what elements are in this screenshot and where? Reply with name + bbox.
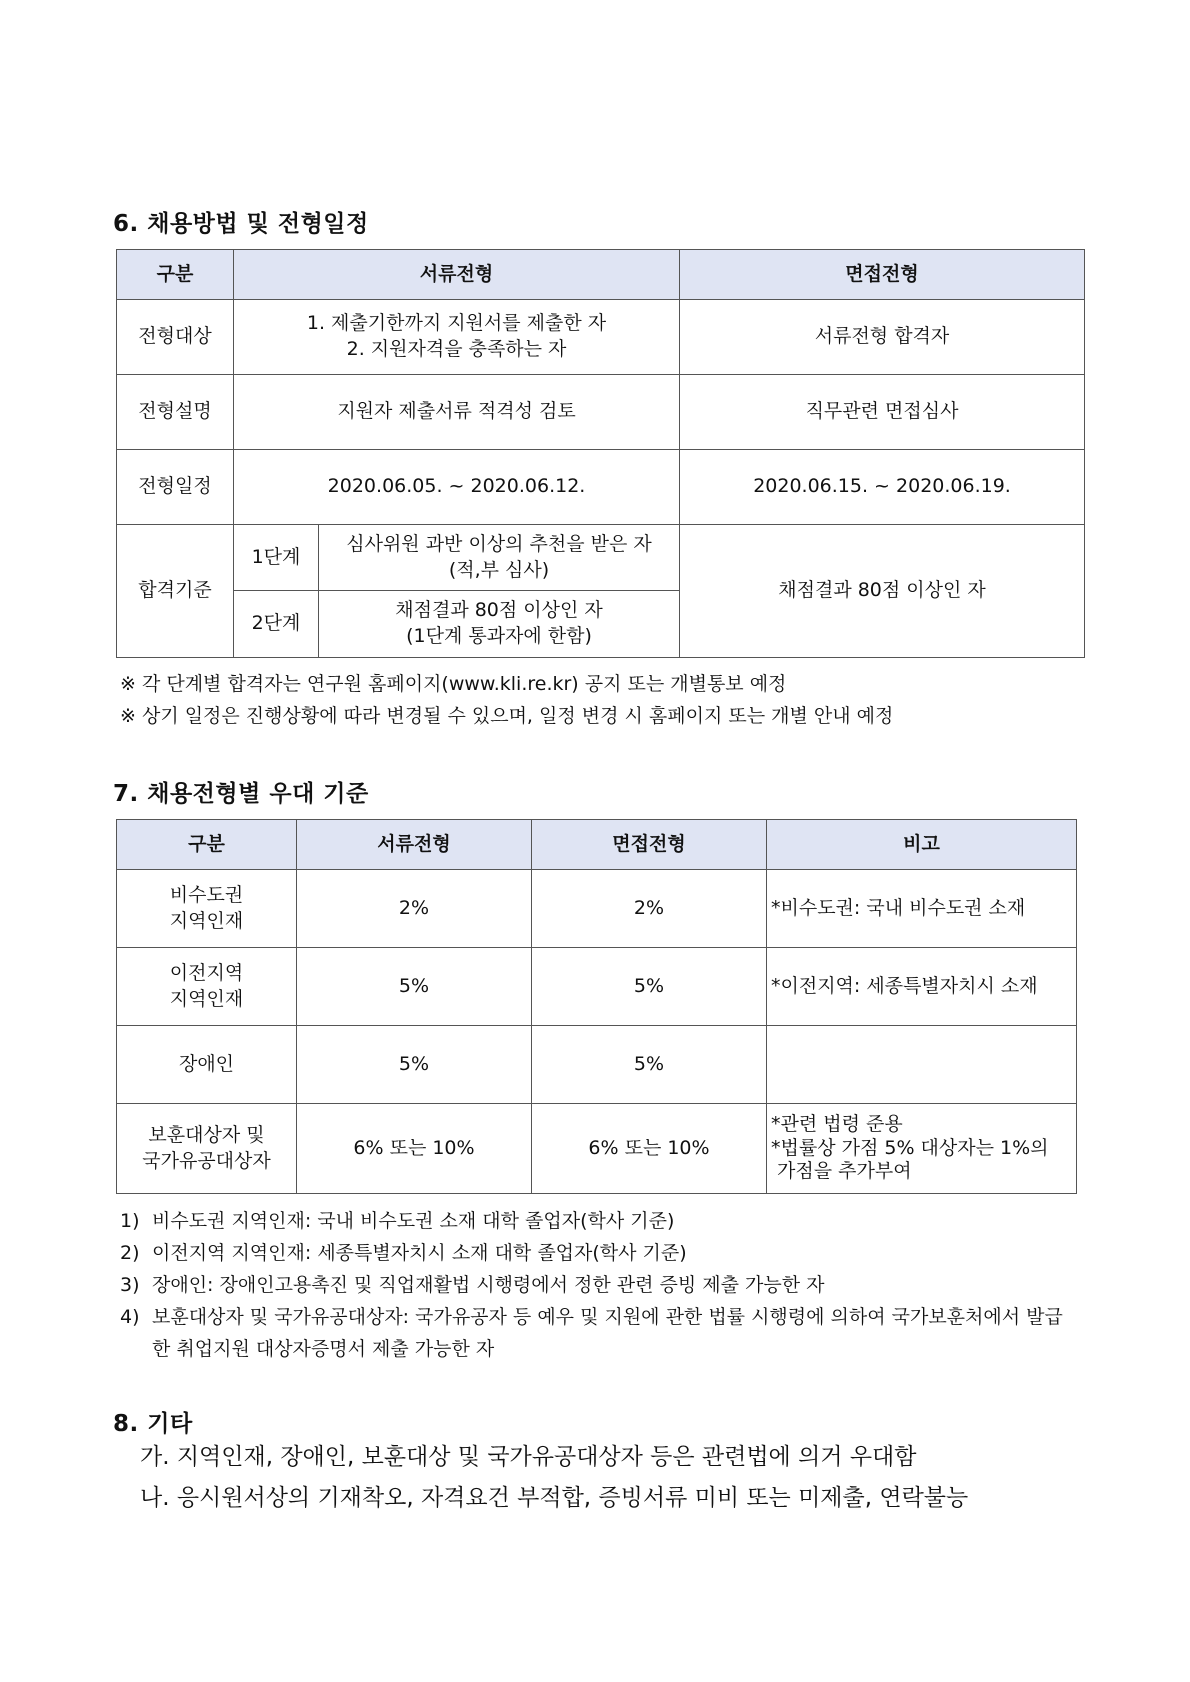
footnote-text: 비수도권 지역인재: 국내 비수도권 소재 대학 졸업자(학사 기준) (152, 1210, 675, 1232)
header-document-screening: 서류전형 (297, 820, 532, 870)
header-category: 구분 (117, 820, 297, 870)
stage1-cell (319, 525, 680, 591)
note-line: ※ 상기 일정은 진행상황에 따라 변경될 수 있으며, 일정 변경 시 홈페이지 또는 개별 안내 예정 (120, 705, 894, 727)
section-6-heading: 6. 채용방법 및 전형일정 (113, 211, 369, 237)
header-interview: 면접전형 (532, 820, 767, 870)
remark-line: *법률상 가점 5% 대상자는 1%의 (771, 1136, 1049, 1159)
remark-cell (767, 870, 1077, 948)
stage2-label: 2단계 (234, 591, 319, 658)
schedule-document-cell: 2020.06.05. ~ 2020.06.12. (234, 450, 680, 525)
row-label-schedule: 전형일정 (117, 450, 234, 525)
row-label (117, 870, 297, 948)
row-label-line: 국가유공대상자 (142, 1149, 271, 1172)
footnote-number: 2) (120, 1242, 140, 1264)
footnote-text: 장애인: 장애인고용촉진 및 직업재활법 시행령에서 정한 관련 증빙 제출 가능한 자 (152, 1274, 825, 1296)
remark-line: *비수도권: 국내 비수도권 소재 (771, 896, 1026, 919)
description-interview-cell: 직무관련 면접심사 (680, 375, 1085, 450)
interview-bonus: 5% (532, 948, 767, 1026)
row-label-target: 전형대상 (117, 300, 234, 375)
stage1-label: 1단계 (234, 525, 319, 591)
row-label-criteria: 합격기준 (117, 525, 234, 658)
remark-cell (767, 1104, 1077, 1194)
etc-item: 가. 지역인재, 장애인, 보훈대상 및 국가유공대상자 등은 관련법에 의거 우대함 (140, 1444, 917, 1470)
header-category: 구분 (117, 250, 234, 300)
row-label-line: 장애인 (178, 1052, 235, 1075)
header-remarks: 비고 (767, 820, 1077, 870)
header-document-screening: 서류전형 (234, 250, 680, 300)
footnote-number: 4) (120, 1306, 140, 1328)
interview-bonus: 6% 또는 10% (532, 1104, 767, 1194)
section-7-footnotes (120, 1205, 1080, 1365)
remark-line: *이전지역: 세종특별자치시 소재 (771, 974, 1038, 997)
stage2-cell (319, 591, 680, 658)
stage1-line-1: 심사위원 과반 이상의 추천을 받은 자 (346, 532, 652, 555)
target-doc-line-2: 2. 지원자격을 충족하는 자 (346, 338, 567, 360)
doc-bonus: 5% (297, 948, 532, 1026)
stage1-line-2: (적,부 심사) (448, 558, 550, 581)
target-interview-cell: 서류전형 합격자 (680, 300, 1085, 375)
section-8-heading: 8. 기타 (113, 1411, 193, 1437)
criteria-interview-cell: 채점결과 80점 이상인 자 (680, 525, 1085, 658)
row-label-line: 비수도권 (169, 883, 244, 906)
remark-cell (767, 1026, 1077, 1104)
stage2-line-1: 채점결과 80점 이상인 자 (395, 599, 603, 622)
footnote-item (120, 1269, 1080, 1301)
description-document-cell: 지원자 제출서류 적격성 검토 (234, 375, 680, 450)
target-doc-line-1: 1. 제출기한까지 지원서를 제출한 자 (306, 312, 607, 335)
footnote-text: 보훈대상자 및 국가유공대상자: 국가유공자 등 예우 및 지원에 관한 법률 시행령에 의하여 국가보훈처에서 발급한 취업지원 대상자증명서 제출 가능한 자 (152, 1306, 1063, 1360)
selection-schedule-table (116, 249, 1085, 658)
schedule-interview-cell: 2020.06.15. ~ 2020.06.19. (680, 450, 1085, 525)
interview-bonus: 5% (532, 1026, 767, 1104)
section-6-notes (120, 668, 893, 732)
row-label (117, 1026, 297, 1104)
footnote-item (120, 1205, 1080, 1237)
doc-bonus: 2% (297, 870, 532, 948)
footnote-text: 이전지역 지역인재: 세종특별자치시 소재 대학 졸업자(학사 기준) (152, 1242, 687, 1264)
row-label-description: 전형설명 (117, 375, 234, 450)
interview-bonus: 2% (532, 870, 767, 948)
stage2-line-2: (1단계 통과자에 한함) (406, 625, 592, 647)
note-line: ※ 각 단계별 합격자는 연구원 홈페이지(www.kli.re.kr) 공지 또는 개별통보 예정 (120, 673, 787, 695)
row-label-line: 보훈대상자 및 (148, 1123, 265, 1146)
remark-line: 가점을 추가부여 (771, 1160, 912, 1183)
remark-line: *관련 법령 준용 (771, 1112, 903, 1135)
row-label-line: 이전지역 (169, 961, 244, 984)
footnote-number: 3) (120, 1274, 140, 1296)
preference-table (116, 819, 1077, 1194)
row-label (117, 948, 297, 1026)
section-8-items (140, 1437, 968, 1519)
remark-cell (767, 948, 1077, 1026)
doc-bonus: 5% (297, 1026, 532, 1104)
row-label-line: 지역인재 (169, 909, 244, 932)
target-document-cell (234, 300, 680, 375)
footnote-item (120, 1237, 1080, 1269)
row-label-line: 지역인재 (169, 987, 244, 1010)
header-interview: 면접전형 (680, 250, 1085, 300)
doc-bonus: 6% 또는 10% (297, 1104, 532, 1194)
footnote-item (120, 1301, 1080, 1365)
row-label (117, 1104, 297, 1194)
section-7-heading: 7. 채용전형별 우대 기준 (113, 781, 369, 807)
footnote-number: 1) (120, 1210, 140, 1232)
etc-item: 나. 응시원서상의 기재착오, 자격요건 부적합, 증빙서류 미비 또는 미제출, 연락불능 (140, 1485, 969, 1511)
